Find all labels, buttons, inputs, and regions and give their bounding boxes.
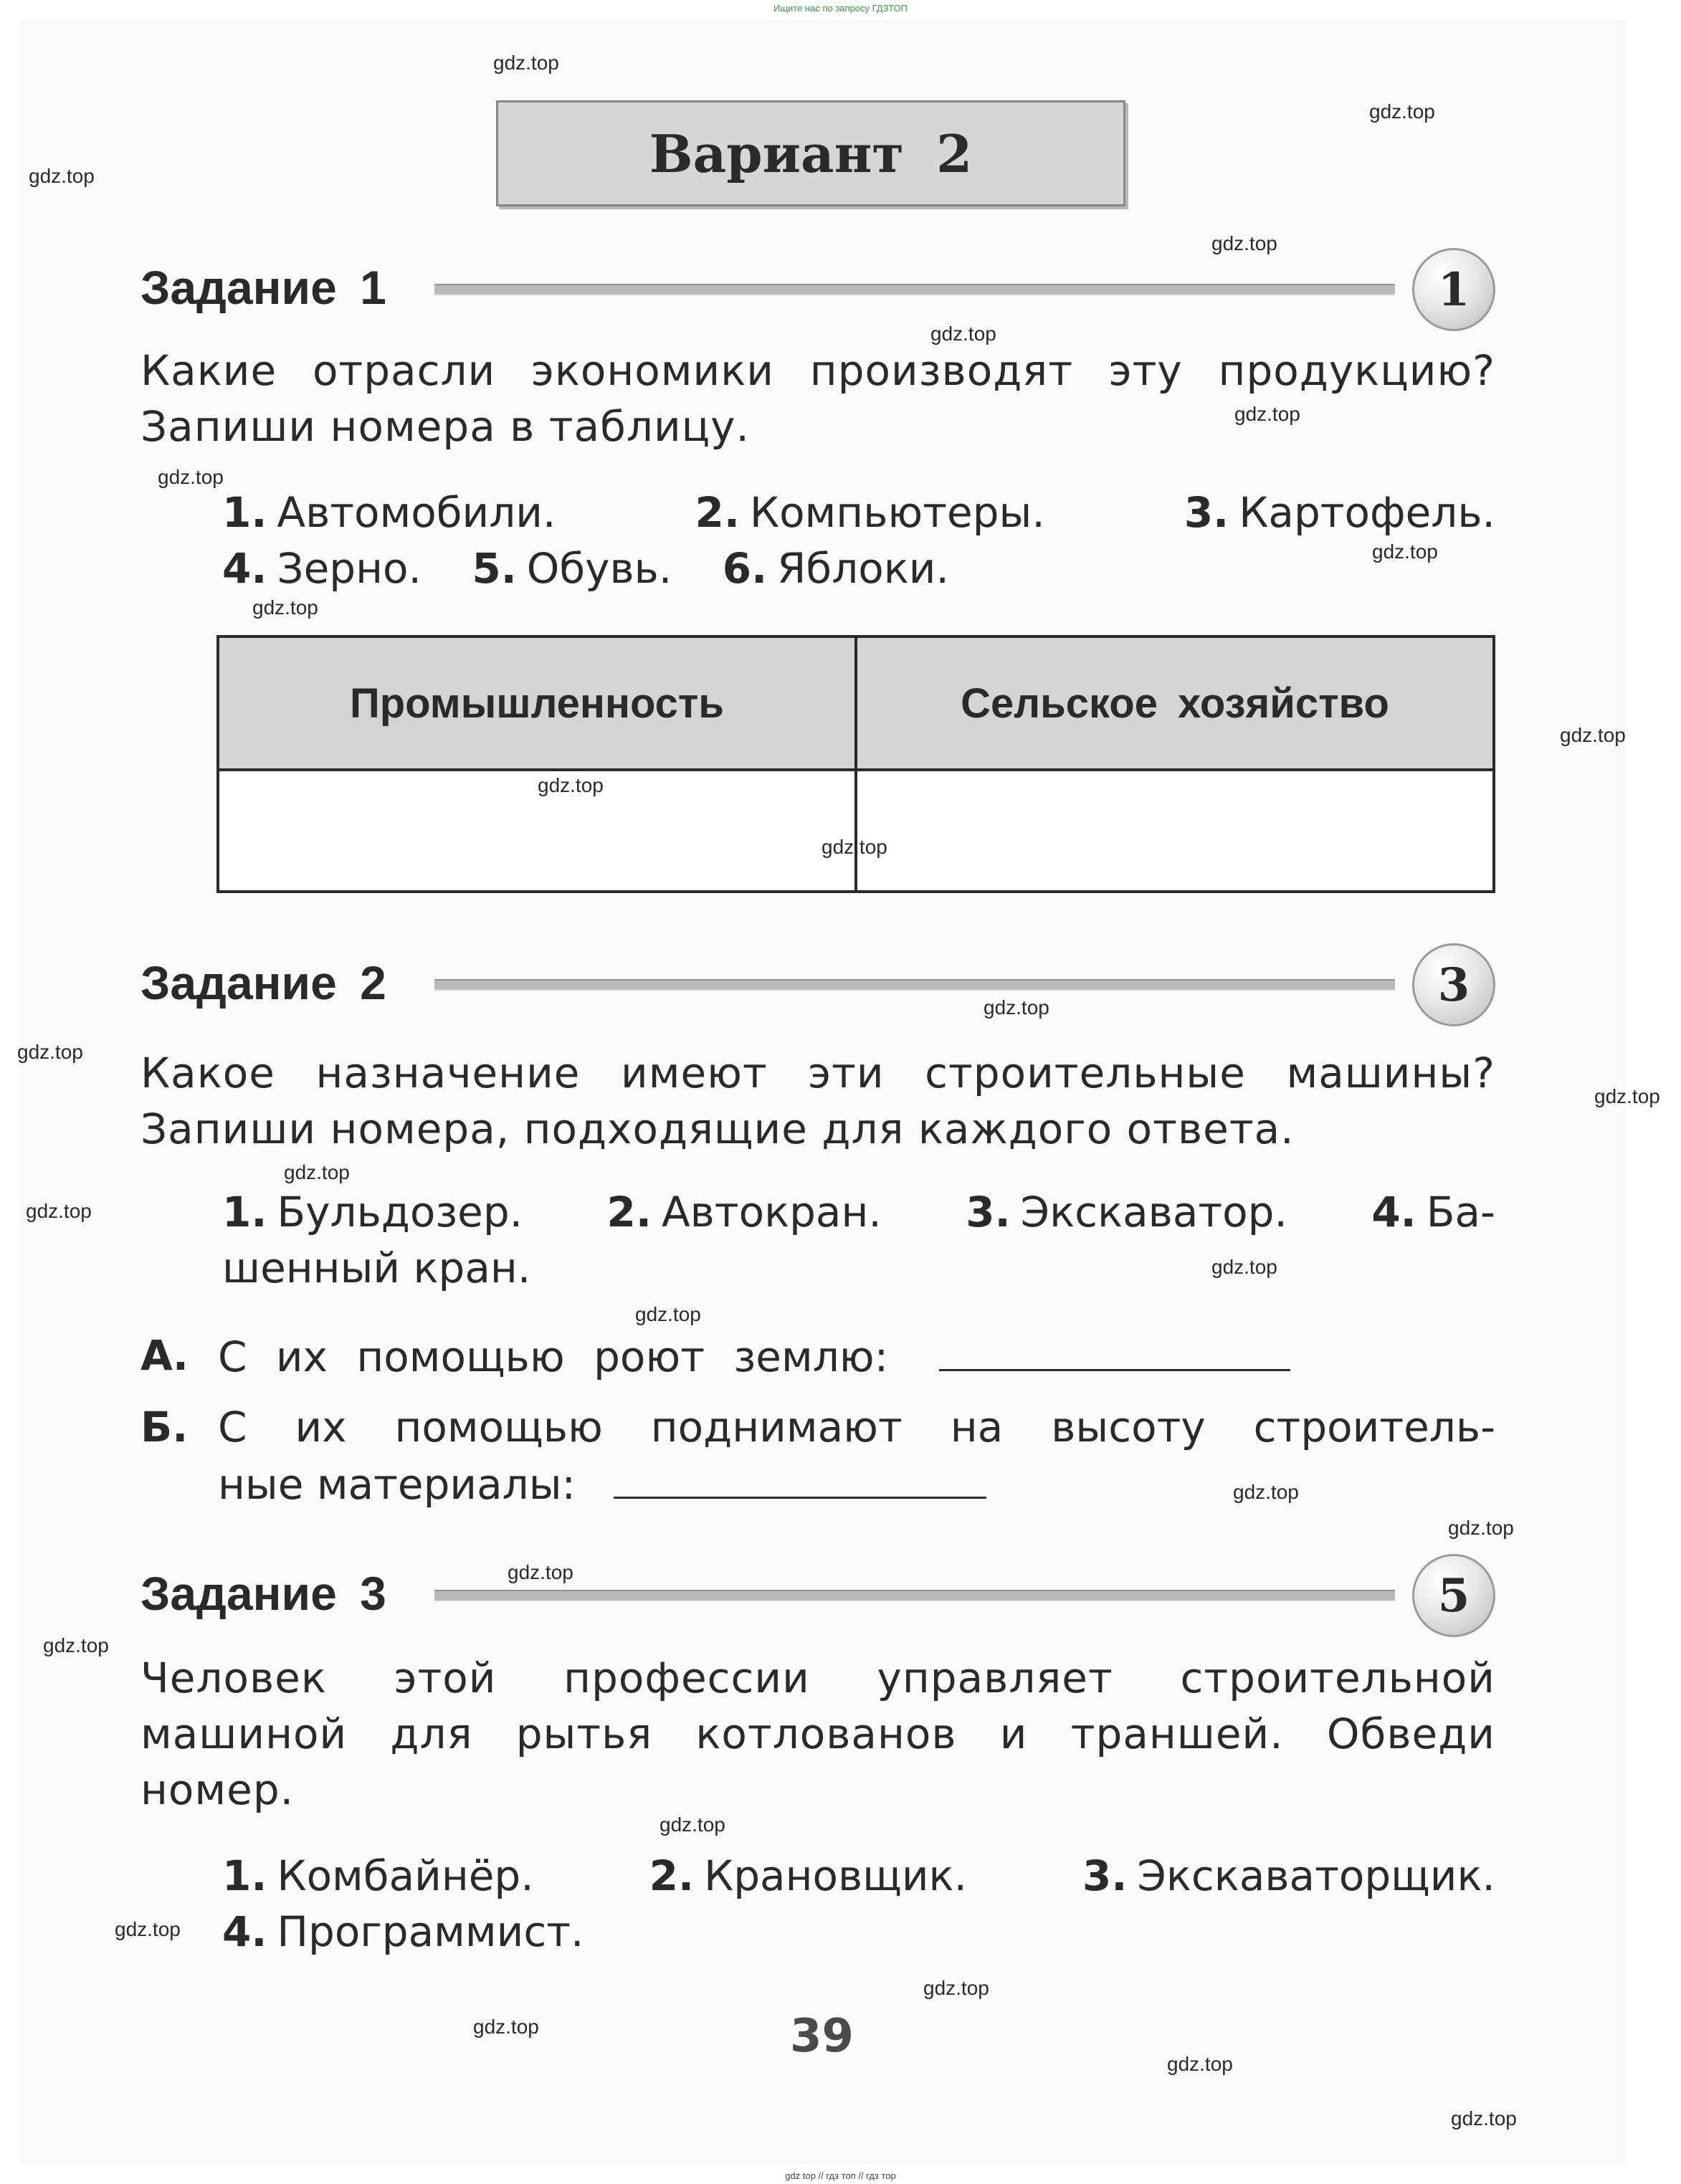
task-1-divider — [434, 284, 1395, 295]
task-3-options-row-1 — [222, 1848, 1495, 1904]
task-2-options-row-1 — [222, 1184, 1495, 1240]
task-2-question-a — [141, 1327, 1495, 1385]
table-header-industry: Промышленность — [218, 636, 856, 770]
task-2-option-2: 2. Автокран. — [606, 1188, 882, 1236]
task-2-text-line-1: Какое назначение имеют эти строительные машины? — [141, 1049, 1495, 1097]
watermark: gdz.top — [984, 996, 1049, 1019]
question-b-text-line-2: ные материалы: — [218, 1460, 576, 1509]
task-3-option-2[interactable]: 2. Крановщик. — [649, 1851, 967, 1900]
watermark: gdz.top — [1372, 540, 1438, 563]
task-3-option-1[interactable]: 1. Комбайнёр. — [222, 1851, 534, 1900]
task-2-text-line-2: Запиши номера, подходящие для каждого ответа. — [141, 1105, 1295, 1153]
task-1-options-row-1 — [222, 485, 1495, 540]
watermark: gdz.top — [17, 1041, 83, 1063]
question-a-letter: А. — [141, 1331, 189, 1380]
task-2-option-1: 1. Бульдозер. — [222, 1188, 523, 1236]
watermark: gdz.top — [1211, 232, 1277, 254]
task-1-option-1: 1. Автомобили. — [222, 488, 556, 537]
watermark: gdz.top — [930, 323, 996, 345]
task-2-divider — [434, 979, 1395, 991]
question-b-text-line-1: С их помощью поднимают на высоту строитель- — [218, 1403, 1495, 1451]
variant-title: Вариант 2 — [496, 100, 1125, 206]
task-1-text-line-1: Какие отрасли экономики производят эту продукцию? — [141, 346, 1495, 395]
task-1-title: Задание 1 — [141, 261, 386, 314]
task-1-option-4: 4. Зерно. — [222, 544, 422, 593]
task-3-options-row-2 — [222, 1904, 1495, 1960]
watermark: gdz.top — [508, 1561, 573, 1583]
task-2-header — [141, 943, 1495, 1022]
task-1-header — [141, 248, 1495, 327]
watermark: gdz.top — [822, 836, 887, 858]
task-1-text-line-2: Запиши номера в таблицу. — [141, 402, 750, 451]
task-1-option-6: 6. Яблоки. — [722, 544, 949, 593]
watermark: gdz.top — [29, 165, 95, 187]
top-banner: Ищите нас по запросу ГДЗТОП — [773, 3, 908, 14]
watermark: gdz.top — [115, 1918, 181, 1940]
task-3-option-3[interactable]: 3. Экскаваторщик. — [1082, 1851, 1495, 1900]
task-3-text-line-3: номер. — [141, 1765, 295, 1814]
watermark: gdz.top — [659, 1813, 725, 1836]
watermark: gdz.top — [493, 52, 559, 74]
question-a-text: С их помощью роют землю: — [218, 1332, 889, 1381]
watermark: gdz.top — [284, 1161, 350, 1183]
task-2-option-4: 4. Ба- — [1371, 1188, 1495, 1236]
task-2-option-3: 3. Экскаватор. — [966, 1188, 1287, 1236]
task-3-points-badge: 5 — [1412, 1554, 1495, 1637]
question-a-answer-line[interactable] — [939, 1327, 1290, 1371]
task-2-title: Задание 2 — [141, 956, 386, 1009]
page-number: 39 — [790, 2010, 854, 2063]
task-3-text-line-2: машиной для рытья котлованов и траншей. Обведи — [141, 1709, 1495, 1758]
task-1-option-2: 2. Компьютеры. — [695, 488, 1045, 537]
watermark: gdz.top — [635, 1303, 701, 1325]
task-1-option-3: 3. Картофель. — [1184, 488, 1495, 537]
watermark: gdz.top — [1560, 724, 1626, 746]
watermark: gdz.top — [1233, 1481, 1299, 1503]
task-3-text-line-1: Человек этой профессии управляет строительной — [141, 1654, 1495, 1702]
task-1-option-5: 5. Обувь. — [472, 544, 672, 593]
watermark: gdz.top — [538, 774, 604, 796]
watermark: gdz.top — [158, 466, 224, 488]
task-3-title: Задание 3 — [141, 1567, 386, 1620]
watermark: gdz.top — [1451, 2107, 1517, 2130]
table-cell-industry-answer[interactable] — [218, 770, 856, 892]
task-2-points-badge: 3 — [1412, 943, 1495, 1026]
watermark: gdz.top — [473, 2016, 539, 2038]
watermark: gdz.top — [1448, 1517, 1514, 1539]
watermark: gdz.top — [1167, 2053, 1233, 2075]
watermark: gdz.top — [1234, 403, 1300, 425]
watermark: gdz.top — [1369, 100, 1435, 123]
task-3-option-4[interactable]: 4. Программист. — [222, 1907, 584, 1956]
watermark: gdz.top — [43, 1634, 109, 1656]
table-cell-agriculture-answer[interactable] — [856, 770, 1494, 892]
watermark: gdz.top — [26, 1200, 92, 1222]
watermark: gdz.top — [1211, 1256, 1277, 1278]
table-header-agriculture: Сельское хозяйство — [856, 636, 1494, 770]
task-3-header — [141, 1554, 1495, 1633]
task-3-divider — [434, 1590, 1395, 1601]
bottom-banner: gdz top // гдз топ // гдз тор — [785, 2170, 896, 2181]
task-1-points-badge: 1 — [1412, 248, 1495, 331]
watermark: gdz.top — [923, 1977, 989, 1999]
task-2-option-4-continued: шенный кран. — [222, 1244, 531, 1292]
question-b-answer-line[interactable] — [614, 1455, 986, 1499]
task-1-options-row-2 — [222, 540, 1495, 596]
watermark: gdz.top — [252, 596, 318, 619]
watermark: gdz.top — [1594, 1085, 1660, 1107]
question-b-letter: Б. — [141, 1403, 189, 1451]
